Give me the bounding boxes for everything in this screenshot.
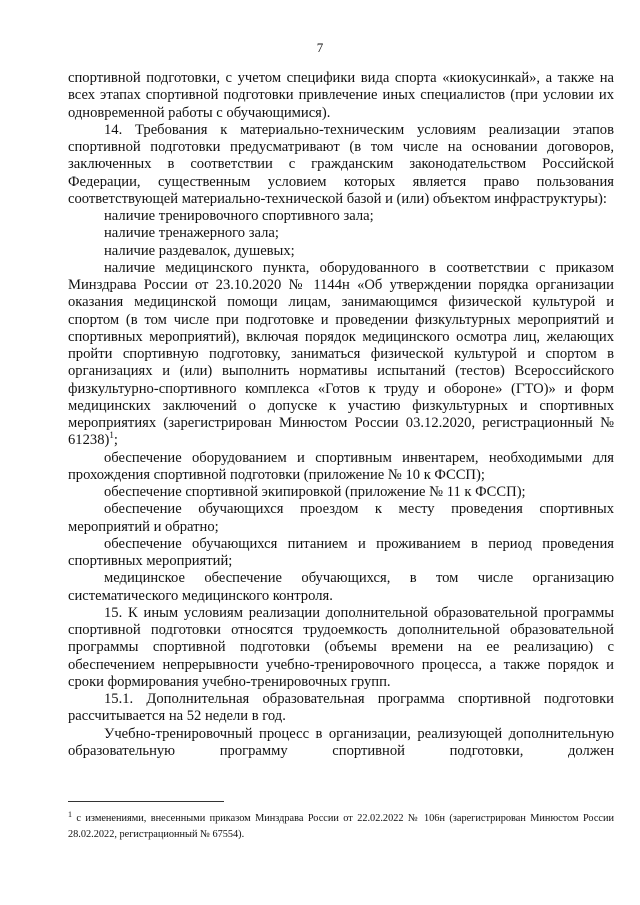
paragraph: спортивной подготовки, с учетом специфики вида спорта «киокусинкай», а также на всех этапах спортивной подготовки привлечение иных специалистов (при условии их одновременной работы с обучающимися). bbox=[68, 70, 614, 121]
list-item: обеспечение оборудованием и спортивным инвентарем, необходимыми для прохождения спортивной подготовки (приложение № 10 к ФССП); bbox=[68, 449, 614, 483]
document-body bbox=[68, 70, 614, 760]
footnote-reference: 1 bbox=[109, 430, 114, 441]
list-item: наличие тренажерного зала; bbox=[104, 225, 279, 242]
paragraph: 15.1. Дополнительная образовательная программа спортивной подготовки рассчитывается на 52 недели в год. bbox=[68, 691, 614, 725]
paragraph-text: наличие медицинского пункта, оборудованного в соответствии с приказом Минздрава России от 23.10.2020 № 1144н «Об утверждении порядка организации оказания медицинской помощи лицам, занимающимся физической культурой и спортом (в том числе при подготовке и проведении физкультурных мероприятий и спортивных мероприятий), включая порядок медицинского осмотра лиц, желающих пройти спортивную подготовку, заниматься физической культурой и спортом в организациях и (или) выполнить нормативы испытаний (тестов) Всероссийского физкультурно-спортивного комплекса «Готов к труду и обороне» (ГТО)» и форм медицинских заключений о допуске к участию физкультурных и спортивных мероприятиях (зарегистрирован Минюстом России 03.12.2020, регистрационный № 61238) bbox=[68, 259, 614, 449]
list-item: обеспечение спортивной экипировкой (приложение № 11 к ФССП); bbox=[104, 484, 526, 500]
list-item: наличие тренировочного спортивного зала; bbox=[104, 208, 374, 224]
paragraph-tail: ; bbox=[113, 432, 118, 449]
paragraph: 15. К иным условиям реализации дополнительной образовательной программы спортивной подготовки относятся трудоемкость дополнительной образовательной программы спортивной подготовки (объемы времени на ее реализацию) с обеспечением непрерывности учебно-тренировочного процесса, а также порядок и сроки формирования учебно-тренировочных групп. bbox=[68, 604, 614, 690]
list-item: обеспечение обучающихся питанием и проживанием в период проведения спортивных мероприятий; bbox=[68, 535, 614, 569]
page-number: 7 bbox=[316, 40, 324, 55]
list-item bbox=[68, 260, 614, 450]
paragraph: Учебно-тренировочный процесс в организации, реализующей дополнительную образовательную программу спортивной подготовки, должен bbox=[68, 725, 614, 759]
list-item: наличие раздевалок, душевых; bbox=[104, 242, 295, 259]
footnote-marker: 1 bbox=[68, 810, 72, 819]
footnote-text: с изменениями, внесенными приказом Минздрава России от 22.02.2022 № 106н (зарегистрирован Минюстом России 28.02.2022, регистрационный № 67554). bbox=[68, 813, 614, 840]
list-item: медицинское обеспечение обучающихся, в том числе организацию систематического медицинского контроля. bbox=[68, 570, 614, 604]
paragraph: 14. Требования к материально-техническим условиям реализации этапов спортивной подготовки предусматривают (в том числе на основании договоров, заключенных в соответствии с гражданским законодательством Российской Федерации, существенным условием которых является право пользования соответствующей материально-технической базой и (или) объектом инфраструктуры): bbox=[68, 121, 614, 207]
footnote-divider bbox=[68, 801, 224, 802]
list-item: обеспечение обучающихся проездом к месту проведения спортивных мероприятий и обратно; bbox=[68, 501, 614, 535]
footnote bbox=[68, 811, 614, 843]
